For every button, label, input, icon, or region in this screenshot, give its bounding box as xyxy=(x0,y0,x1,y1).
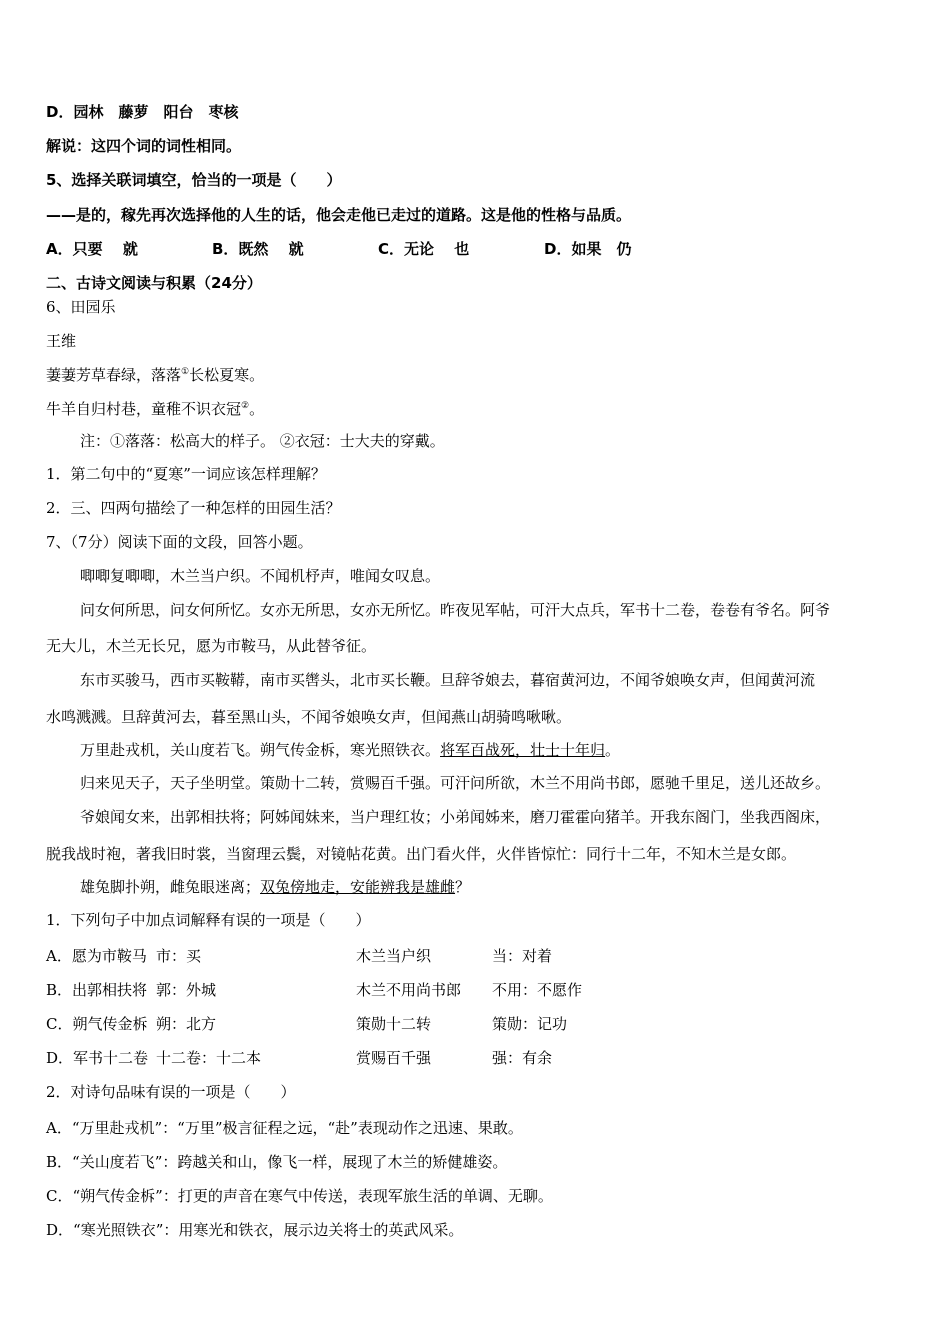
q6-sub2: 2．三、四两句描绘了一种怎样的田园生活？ xyxy=(46,499,341,517)
option-b-phrase-1: B．出郭相扶将 xyxy=(46,981,148,999)
option-c-phrase-2: 策勋十二转 xyxy=(356,1015,432,1033)
option-a-gloss-1: 市：买 xyxy=(156,947,202,965)
q5-option-a: A．只要 就 xyxy=(46,240,138,258)
q7-sub1-option-b xyxy=(46,980,582,1000)
passage-p6b: 脱我战时袍，著我旧时裳，当窗理云鬓，对镜帖花黄。出门看火伴，火伴皆惊忙：同行十二年，不知木兰是女郎。 xyxy=(46,845,797,863)
footnote-mark-1: ① xyxy=(181,367,190,377)
q5-stem: 5、选择关联词填空，恰当的一项是（ ） xyxy=(46,171,342,189)
q7-sub1-option-d xyxy=(46,1048,552,1068)
poem-line-1-b: 长松夏寒。 xyxy=(189,366,265,384)
option-b-gloss-2: 不用：不愿作 xyxy=(492,981,583,999)
option-c-gloss-2: 策勋：记功 xyxy=(492,1015,568,1033)
option-b-gloss-1: 郭：外城 xyxy=(156,981,217,999)
poem-line-1 xyxy=(46,365,264,385)
q4-option-d: D．园林 藤萝 阳台 枣核 xyxy=(46,103,239,121)
option-d-gloss-2: 强：有余 xyxy=(492,1049,553,1067)
option-a-phrase-2: 木兰当户织 xyxy=(356,947,432,965)
q5-sentence: ——是的，稼先再次选择他的人生的话，他会走他已走过的道路。这是他的性格与品质。 xyxy=(46,206,632,224)
passage-p2a: 问女何所思，问女何所忆。女亦无所思，女亦无所忆。昨夜见军帖，可汗大点兵，军书十二卷，卷卷有爷名。阿爷 xyxy=(80,601,831,619)
option-b-phrase-2: 木兰不用尚书郎 xyxy=(356,981,462,999)
passage-p2b: 无大儿，木兰无长兄，愿为市鞍马，从此替爷征。 xyxy=(46,637,377,655)
passage-p6a: 爷娘闻女来，出郭相扶将；阿姊闻妹来，当户理红妆；小弟闻姊来，磨刀霍霍向猪羊。开我东阁门，坐我西阁床， xyxy=(80,808,831,826)
passage-p5: 归来见天子，天子坐明堂。策勋十二转，赏赐百千强。可汗问所欲，木兰不用尚书郎，愿驰千里足，送儿还故乡。 xyxy=(80,774,831,792)
passage-p7-b: ？ xyxy=(455,878,471,896)
poem-line-2-a: 牛羊自归村巷，童稚不识衣冠 xyxy=(46,400,242,418)
option-c-gloss-1: 朔：北方 xyxy=(156,1015,217,1033)
passage-p4-b: 。 xyxy=(605,741,621,759)
q7-sub2-option-a: A．“万里赴戎机”：“万里”极言征程之远，“赴”表现动作之迅速、果敢。 xyxy=(46,1119,523,1137)
footnote-mark-2: ② xyxy=(241,401,250,411)
poem-title: 6、田园乐 xyxy=(46,298,116,316)
poem-line-1-a: 萋萋芳草春绿，落落 xyxy=(46,366,182,384)
poem-author: 王维 xyxy=(46,332,77,350)
passage-p1: 唧唧复唧唧，木兰当户织。不闻机杼声，唯闻女叹息。 xyxy=(80,567,441,585)
option-c-phrase-1: C．朔气传金柝 xyxy=(46,1015,148,1033)
q7-sub2-option-d: D．“寒光照铁衣”：用寒光和铁衣，展示边关将士的英武风采。 xyxy=(46,1221,464,1239)
poem-line-2 xyxy=(46,399,264,419)
passage-p4 xyxy=(80,740,620,760)
underlined-sentence-2: 双兔傍地走，安能辨我是雄雌 xyxy=(260,878,456,896)
passage-p7-a: 雄兔脚扑朔，雌兔眼迷离； xyxy=(80,878,261,896)
q5-option-b: B．既然 就 xyxy=(212,240,304,258)
q7-sub2: 2．对诗句品味有误的一项是（ ） xyxy=(46,1083,296,1101)
q5-options xyxy=(46,239,631,259)
poem-note: 注：①落落：松高大的样子。 ②衣冠：士大夫的穿戴。 xyxy=(80,432,445,450)
option-d-gloss-1: 十二卷：十二本 xyxy=(156,1049,262,1067)
passage-p4-a: 万里赴戎机，关山度若飞。朔气传金柝，寒光照铁衣。 xyxy=(80,741,441,759)
q4-explanation: 解说：这四个词的词性相同。 xyxy=(46,137,242,155)
passage-p3b: 水鸣溅溅。旦辞黄河去，暮至黑山头，不闻爷娘唤女声，但闻燕山胡骑鸣啾啾。 xyxy=(46,708,572,726)
poem-line-2-b: 。 xyxy=(249,400,265,418)
option-d-phrase-2: 赏赐百千强 xyxy=(356,1049,432,1067)
passage-p3a: 东市买骏马，西市买鞍鞯，南市买辔头，北市买长鞭。旦辞爷娘去，暮宿黄河边，不闻爷娘唤女声，但闻黄河流 xyxy=(80,671,816,689)
option-a-gloss-2: 当：对着 xyxy=(492,947,553,965)
q7-sub2-option-c: C．“朔气传金柝”：打更的声音在寒气中传送，表现军旅生活的单调、无聊。 xyxy=(46,1187,553,1205)
passage-p7 xyxy=(80,877,470,897)
section-heading: 二、古诗文阅读与积累（24分） xyxy=(46,274,262,292)
q5-option-d: D．如果 仍 xyxy=(544,240,632,258)
q7-stem: 7、（7分）阅读下面的文段，回答小题。 xyxy=(46,533,313,551)
q5-option-c: C．无论 也 xyxy=(378,240,470,258)
q7-sub1: 1．下列句子中加点词解释有误的一项是（ ） xyxy=(46,911,371,929)
q7-sub1-option-c xyxy=(46,1014,567,1034)
q7-sub2-option-b: B．“关山度若飞”：跨越关和山，像飞一样，展现了木兰的矫健雄姿。 xyxy=(46,1153,508,1171)
option-d-phrase-1: D．军书十二卷 xyxy=(46,1049,149,1067)
q6-sub1: 1．第二句中的“夏寒”一词应该怎样理解？ xyxy=(46,465,326,483)
underlined-sentence-1: 将军百战死，壮士十年归 xyxy=(440,741,606,759)
q7-sub1-option-a xyxy=(46,946,552,966)
option-a-phrase-1: A．愿为市鞍马 xyxy=(46,947,147,965)
